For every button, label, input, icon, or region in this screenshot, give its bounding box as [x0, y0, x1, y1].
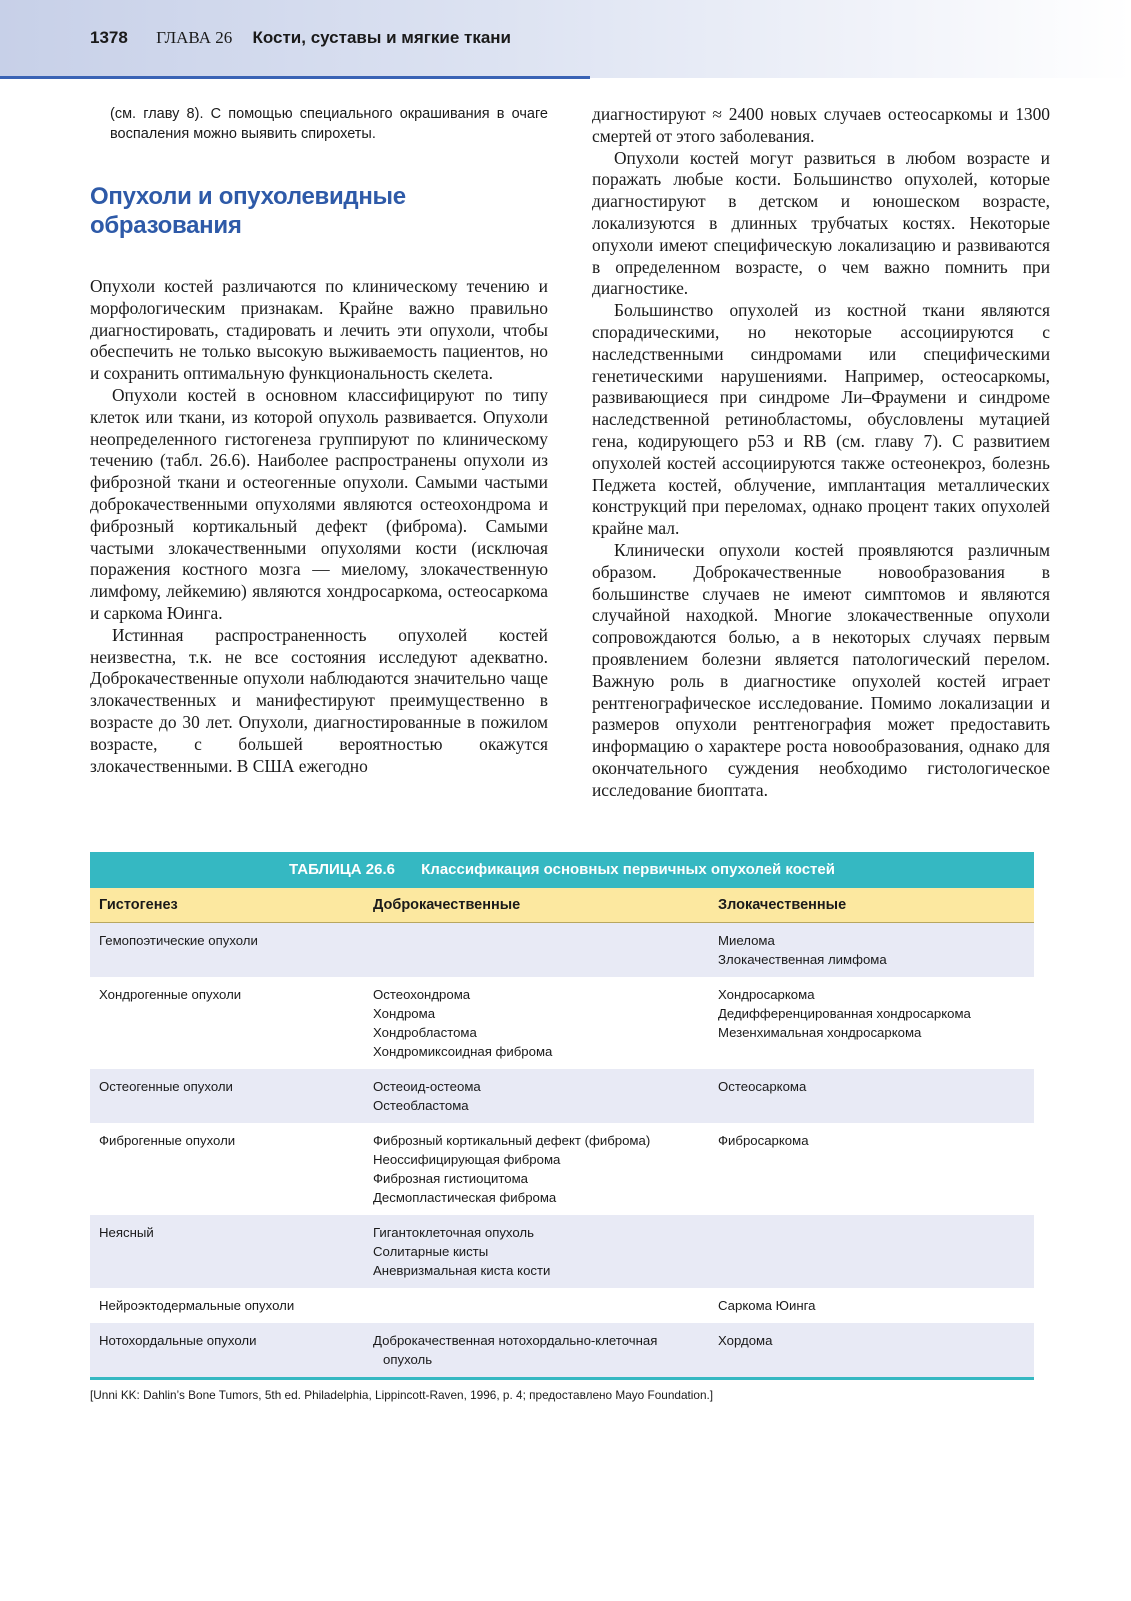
column-header-malignant: Злокачественные	[718, 897, 847, 913]
left-column	[90, 104, 548, 777]
benign-tumor: Солитарные кисты	[373, 1244, 489, 1259]
section-title-line1: Опухоли и опухолевидные	[90, 183, 406, 210]
benign-cell	[373, 1223, 718, 1280]
histogenesis-cell: Гемопоэтические опухоли	[99, 933, 258, 948]
malignant-tumor: Дедифференцированная хондросаркома	[718, 1006, 971, 1021]
benign-tumor: Фиброзный кортикальный дефект (фиброма)	[373, 1133, 651, 1148]
histogenesis-cell: Остеогенные опухоли	[99, 1079, 233, 1094]
column-header-histogenesis: Гистогенез	[99, 897, 178, 913]
header-rule	[0, 76, 590, 79]
malignant-tumor: Саркома Юинга	[718, 1298, 816, 1313]
benign-tumor: Хондробластома	[373, 1025, 477, 1040]
paragraph: Опухоли костей могут развиться в любом возрасте и поражать любые кости. Большинство опухолей, которые диагностируют в детском и юношеском возрасте, локализуются в длинных трубчатых костях. Некоторые опухоли имеют специфическую локализацию и развиваются в определенном возрасте, о чем важно помнить при диагностике.	[592, 147, 1050, 299]
malignant-cell	[718, 1077, 1034, 1096]
page-number: 1378	[90, 28, 128, 47]
benign-cell	[373, 985, 718, 1061]
benign-cell	[373, 1077, 718, 1115]
tumor-classification-table	[90, 852, 1034, 1402]
table-row	[90, 923, 1034, 977]
malignant-cell	[718, 985, 1034, 1042]
malignant-tumor: Фибросаркома	[718, 1133, 809, 1148]
malignant-tumor: Остеосаркома	[718, 1079, 807, 1094]
benign-tumor: Остеоид-остеома	[373, 1079, 481, 1094]
running-header	[90, 28, 511, 48]
histogenesis-cell: Нейроэктодермальные опухоли	[99, 1298, 295, 1313]
histogenesis-cell: Неясный	[99, 1225, 154, 1240]
table-body	[90, 923, 1034, 1377]
table-row	[90, 1215, 1034, 1288]
malignant-tumor: Злокачественная лимфома	[718, 952, 887, 967]
table-row	[90, 1323, 1034, 1377]
table-bottom-rule	[90, 1377, 1034, 1380]
benign-cell	[373, 1131, 718, 1207]
table-row	[90, 1123, 1034, 1215]
paragraph: Клинически опухоли костей проявляются различным образом. Доброкачественные новообразования в большинстве случаев не имеют симптомов и являются случайной находкой. Многие злокачественные опухоли сопровождаются болью, а в некоторых случаях первым проявлением болезни является патологический перелом. Важную роль в диагностике опухолей костей играет рентгенографическое исследование. Помимо локализации и размеров опухоли рентгенография может предоставить информацию о характере роста новообразования, однако для окончательного суждения необходимо гистологическое исследование биоптата.	[592, 539, 1050, 800]
benign-tumor: Фиброзная гистиоцитома	[373, 1171, 528, 1186]
benign-tumor: Доброкачественная нотохордально-клеточная	[373, 1333, 658, 1348]
histogenesis-cell: Хондрогенные опухоли	[99, 987, 242, 1002]
table-number: ТАБЛИЦА 26.6	[289, 861, 395, 878]
column-header-benign: Доброкачественные	[373, 897, 521, 913]
benign-tumor: Гигантоклеточная опухоль	[373, 1225, 534, 1240]
chapter-label: ГЛАВА 26	[156, 28, 233, 47]
benign-tumor: Неоссифицирующая фиброма	[373, 1152, 561, 1167]
benign-tumor: опухоль	[383, 1352, 433, 1367]
section-title-line2: образования	[90, 212, 242, 239]
table-row	[90, 977, 1034, 1069]
malignant-tumor: Мезенхимальная хондросаркома	[718, 1025, 922, 1040]
intro-note: (см. главу 8). С помощью специального окрашивания в очаге воспаления можно выявить спирохеты.	[110, 106, 548, 142]
malignant-cell	[718, 1131, 1034, 1150]
paragraph: Истинная распространенность опухолей костей неизвестна, т.к. не все состояния исследуют адекватно. Доброкачественные опухоли наблюдаются значительно чаще злокачественных и манифестируют преимущественно в возрасте до 30 лет. Опухоли, диагностированные в пожилом возрасте, с большей вероятностью окажутся злокачественными. В США ежегодно	[90, 624, 548, 776]
malignant-tumor: Хондросаркома	[718, 987, 815, 1002]
benign-tumor: Аневризмальная киста кости	[373, 1263, 551, 1278]
paragraph: Большинство опухолей из костной ткани являются спорадическими, но некоторые ассоциируются с наследственными синдромами или специфическими генетическими нарушениями. Например, остеосаркомы, развивающиеся при синдроме Ли–Фраумени и синдроме наследственной ретинобластомы, обусловлены мутацией гена, кодирующего p53 и RB (см. главу 7). С развитием опухолей костей ассоциируются также остеонекроз, болезнь Педжета костей, облучение, имплантация металлических конструкций при переломах, однако процент таких опухолей крайне мал.	[592, 300, 1050, 539]
table-title: Классификация основных первичных опухолей костей	[421, 861, 835, 878]
table-row	[90, 1288, 1034, 1323]
right-column	[592, 104, 1050, 802]
benign-tumor: Остеохондрома	[373, 987, 471, 1002]
malignant-cell	[718, 931, 1034, 969]
histogenesis-cell: Нотохордальные опухоли	[99, 1333, 257, 1348]
paragraph: Опухоли костей различаются по клиническому течению и морфологическим признакам. Крайне важно правильно диагностировать, стадировать и лечить эти опухоли, чтобы обеспечить не только высокую выживаемость пациентов, но и сохранить оптимальную функциональность скелета.	[90, 276, 548, 384]
benign-tumor: Десмопластическая фиброма	[373, 1190, 557, 1205]
benign-cell	[373, 1331, 718, 1369]
paragraph: Опухоли костей в основном классифицируют по типу клеток или ткани, из которой опухоль развивается. Опухоли неопределенного гистогенеза группируют по клиническому течению (табл. 26.6). Наиболее распространены опухоли из фиброзной ткани и остеогенные опухоли. Самыми частыми доброкачественными опухолями являются остеохондрома и фиброзный кортикальный дефект (фиброма). Самыми частыми злокачественными опухолями кости (исключая поражения костного мозга — миелому, злокачественную лимфому, лейкемию) являются хондросаркома, остеосаркома и саркома Юинга.	[90, 384, 548, 623]
benign-tumor: Остеобластома	[373, 1098, 469, 1113]
section-title	[90, 182, 548, 240]
malignant-cell	[718, 1331, 1034, 1350]
table-row	[90, 1069, 1034, 1123]
paragraph: диагностируют ≈ 2400 новых случаев остеосаркомы и 1300 смертей от этого заболевания.	[592, 104, 1050, 146]
malignant-tumor: Хордома	[718, 1333, 773, 1348]
malignant-cell	[718, 1296, 1034, 1315]
table-source: [Unni KK: Dahlin’s Bone Tumors, 5th ed. Philadelphia, Lippincott-Raven, 1996, p. 4; предоставлено Mayo Foundation.]	[90, 1388, 714, 1402]
chapter-title: Кости, суставы и мягкие ткани	[252, 28, 512, 47]
histogenesis-cell: Фиброгенные опухоли	[99, 1133, 236, 1148]
benign-tumor: Хондрома	[373, 1006, 436, 1021]
malignant-tumor: Миелома	[718, 933, 775, 948]
benign-tumor: Хондромиксоидная фиброма	[373, 1044, 553, 1059]
table-title-bar	[90, 852, 1034, 888]
table-header-row	[90, 888, 1034, 923]
